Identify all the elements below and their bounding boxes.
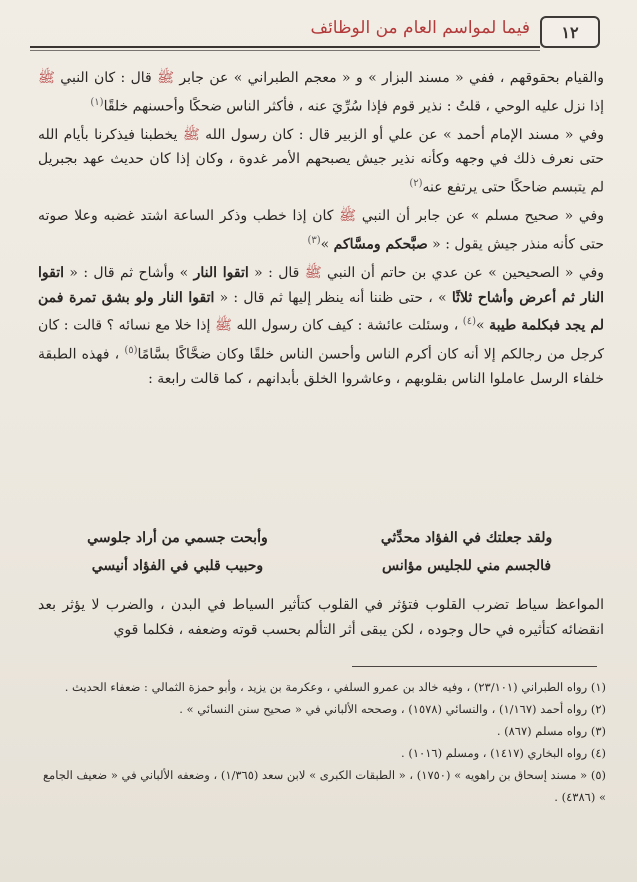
closing-paragraph: المواعظ سياط تضرب القلوب فتؤثر في القلوب كتأثير السياط في البدن ، والضرب لا يؤثر بعد انقضائه كتأثيره في حال وجوده ، لكن يبقى أثر التألم بحسب قوته وضعفه ، فكلما قوي <box>38 597 604 638</box>
poem-line <box>44 524 600 552</box>
paragraph-2: وفي « مسند الإمام أحمد » عن علي أو الزبير قال : كان رسول الله ﷺ يخطبنا فيذكرنا بأيام الله حتى نعرف ذلك في وجهه وكأنه نذير جيش يصبحهم الأمر غدوة ، وكان إذا كان حديث عهد بجبريل لم يتبسم ضاحكًا حتى يرتفع عنه$^{(٢)}$ <box>38 126 605 196</box>
paragraph-4: وفي « الصحيحين » عن عدي بن حاتم أن النبي ﷺ قال : « اتقوا النار » وأشاح ثم قال : « اتقوا النار ثم أعرض وأشاح ثلاثًا » ، حتى ظننا أنه ينظر إليها ثم قال : « اتقوا النار ولو بشق تمرة فمن لم يجد فبكلمة طيبة »$^{(٤)}$ ، وسئلت عائشة : كيف كان رسول الله ﷺ إذا خلا مع نسائه ؟ قالت : كان كرجل من رجالكم إلا أنه كان أكرم الناس وأحسن الناس خلقًا وكان ضحَّاكًا بسَّامًا$^{(٥)}$ ، فهذه الطبقة خلفاء الرسل عاملوا الناس بقلوبهم ، وعاشروا الخلق بأبدانهم ، كما قالت رابعة : <box>38 265 605 387</box>
honorific-icon: ﷺ <box>215 317 232 334</box>
footnote-ref[interactable]: (٣) <box>307 234 321 246</box>
poem-line <box>44 552 600 580</box>
hadith-quote: اتقوا النار <box>193 265 249 282</box>
page-number: ١٢ <box>540 16 600 48</box>
poem-hemistich-right: فالجسم مني للجليس مؤانس <box>382 558 552 574</box>
footnote-ref[interactable]: (١) <box>90 96 104 108</box>
footnote-ref[interactable]: (٥) <box>124 344 138 356</box>
poem-hemistich-right: ولقد جعلتك في الفؤاد محدِّثي <box>380 530 553 546</box>
hadith-quote: اتقوا النار ولو بشق تمرة فمن لم يجد فبكلمة طيبة <box>38 289 605 334</box>
honorific-icon: ﷺ <box>304 265 322 282</box>
footnote-4: (٤) رواه البخاري (١٤١٧) ، ومسلم (١٠١٦) . <box>401 746 606 760</box>
honorific-icon: ﷺ <box>339 208 357 225</box>
footnote-3: (٣) رواه مسلم (٨٦٧) . <box>496 724 606 738</box>
header-rule <box>30 46 540 48</box>
footnote-5: (٥) « مسند إسحاق بن راهويه » (١٧٥٠) ، « الطبقات الكبرى » لابن سعد (١/٣٦٥) ، وضعفه الألباني في « ضعيف الجامع » (٤٣٨٦) . <box>42 768 606 804</box>
page-header <box>30 14 610 48</box>
poem-hemistich-left: وحبيب قلبي في الفؤاد أنيسي <box>91 558 264 574</box>
poem <box>44 524 600 580</box>
hadith-quote: صبَّحكم ومسَّاكم <box>333 236 428 253</box>
paragraph-3: وفي « صحيح مسلم » عن جابر أن النبي ﷺ كان إذا خطب وذكر الساعة اشتد غضبه وعلا صوته حتى كأنه منذر جيش يقول : « صبَّحكم ومسَّاكم »$^{(٣)}$ <box>38 208 604 253</box>
main-text <box>38 66 604 391</box>
footnote-ref[interactable]: (٤) <box>462 316 476 328</box>
footnotes <box>38 676 606 808</box>
running-title: فيما لمواسم العام من الوظائف <box>310 18 530 38</box>
honorific-icon: ﷺ <box>182 126 200 143</box>
honorific-icon: ﷺ <box>157 70 175 86</box>
header-rule-thin <box>30 50 540 51</box>
hadith-quote: اتقوا النار ثم أعرض وأشاح ثلاثًا <box>38 265 604 306</box>
footnote-2: (٢) رواه أحمد (١/١٦٧) ، والنسائي (١٥٧٨) ، وصححه الألباني في « صحيح سنن النسائي » . <box>179 702 606 716</box>
footnote-ref[interactable]: (٢) <box>409 178 423 190</box>
poem-hemistich-left: وأبحت جسمي من أراد جلوسي <box>87 530 268 546</box>
footnote-1: (١) رواه الطبراني (٢٣/١٠١) ، وفيه خالد بن عمرو السلفي ، وعكرمة بن يزيد ، وأبو حمزة الثمالي : ضعفاء الحديث . <box>64 680 606 694</box>
footnote-separator <box>352 666 597 667</box>
honorific-icon: ﷺ <box>38 70 55 86</box>
paragraph-1: والقيام بحقوقهم ، ففي « مسند البزار » و « معجم الطبراني » عن جابر ﷺ قال : كان النبي ﷺ إذا نزل عليه الوحي ، قلتُ : نذير قوم فإذا سُرِّيَ عنه ، فأكثر الناس ضحكًا وأحسنهم خلقًا$^{(١)}$ <box>38 70 604 115</box>
